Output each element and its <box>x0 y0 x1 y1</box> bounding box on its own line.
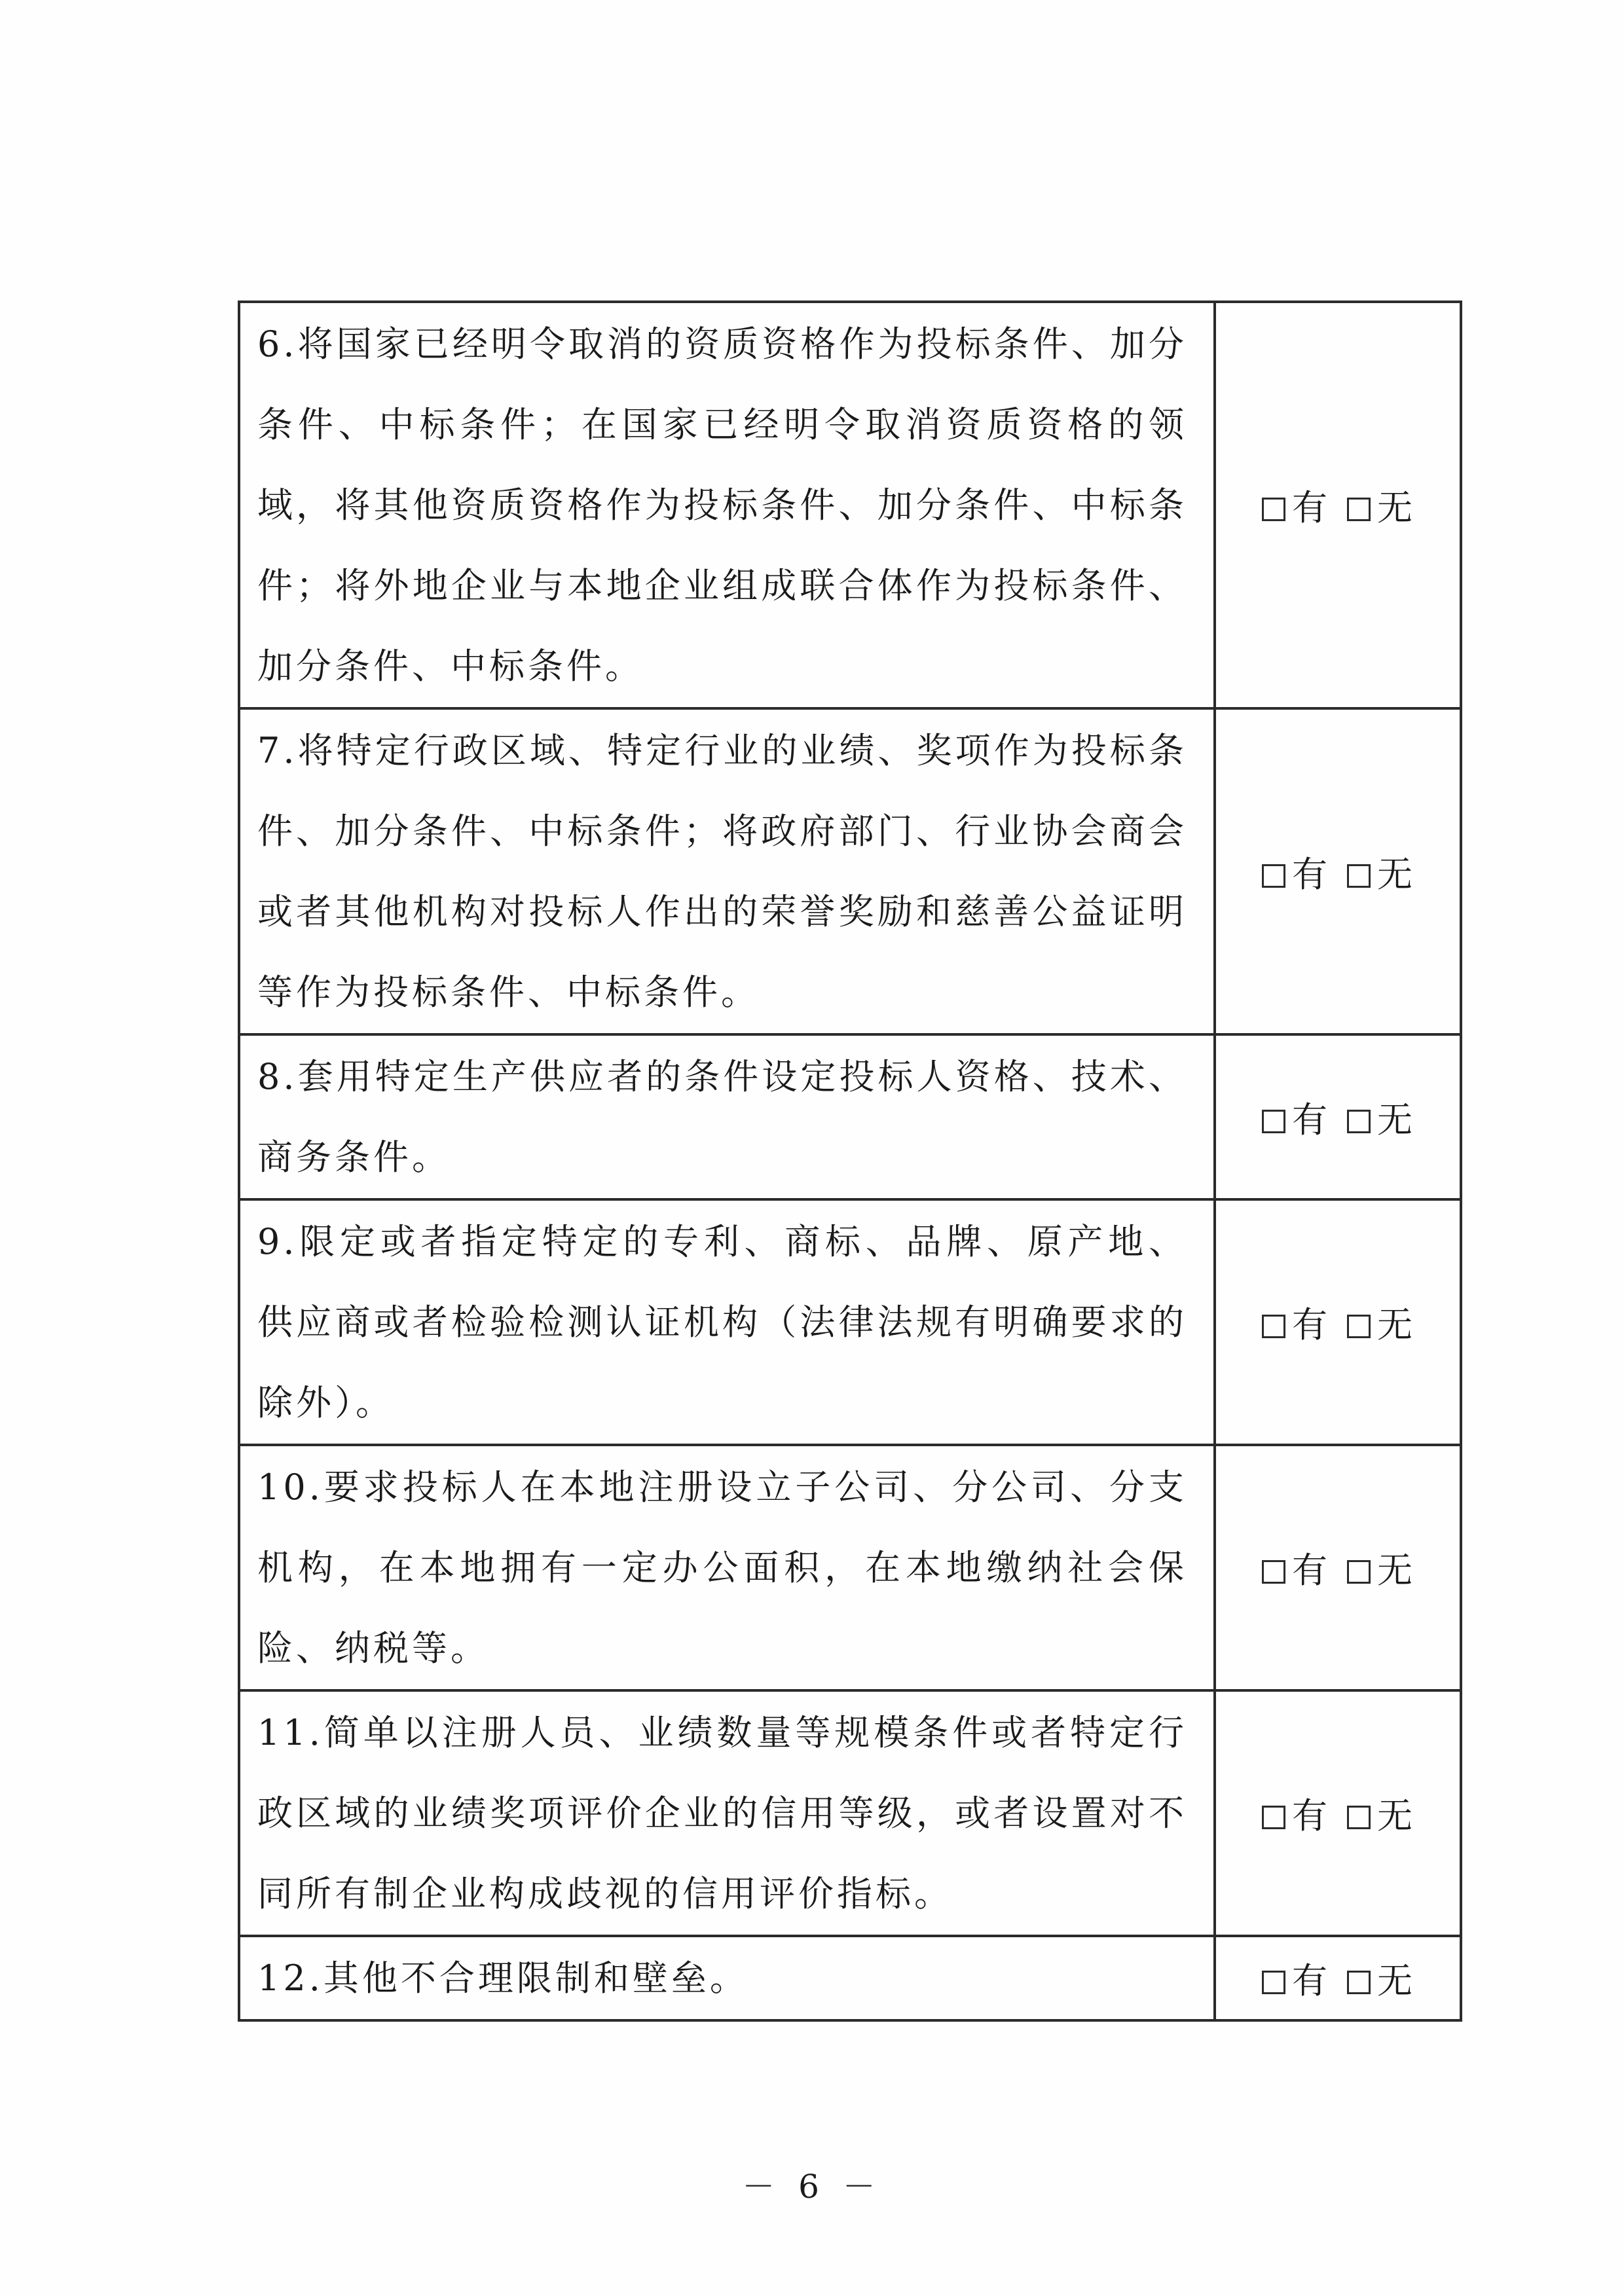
options-cell-10 <box>1215 1445 1461 1690</box>
item-text-9: 9.限定或者指定特定的专利、商标、品牌、原产地、 供应商或者检验检测认证机构（法律法规有明确要求的除外）。 <box>239 1199 1215 1445</box>
option-yes[interactable] <box>1262 1953 1329 2003</box>
table-row <box>239 1199 1461 1445</box>
checkbox-yes[interactable] <box>1262 1315 1285 1338</box>
item-text-12: 12.其他不合理限制和壁垒。 <box>239 1936 1215 2020</box>
option-yes[interactable] <box>1262 1297 1329 1347</box>
checkbox-no[interactable] <box>1347 1315 1371 1338</box>
item-text-8: 8.套用特定生产供应者的条件设定投标人资格、技术、商务条件。 <box>239 1034 1215 1199</box>
checkbox-no[interactable] <box>1347 1110 1371 1133</box>
table-row <box>239 708 1461 1034</box>
table-row <box>239 1936 1461 2020</box>
item-text-10: 10.要求投标人在本地注册设立子公司、分公司、分支机构，在本地拥有一定办公面积，在本地缴纳社会保险、纳税等。 <box>239 1445 1215 1690</box>
option-yes-label: 有 <box>1292 487 1329 528</box>
checkbox-no[interactable] <box>1347 1560 1371 1584</box>
options-cell-12 <box>1215 1936 1461 2020</box>
options-cell-6 <box>1215 302 1461 708</box>
options-cell-9 <box>1215 1199 1461 1445</box>
checkbox-yes[interactable] <box>1262 1560 1285 1584</box>
option-no[interactable] <box>1347 1092 1414 1142</box>
option-yes-label: 有 <box>1292 853 1329 895</box>
checkbox-no[interactable] <box>1347 864 1371 888</box>
checkbox-yes[interactable] <box>1262 498 1285 521</box>
checkbox-yes[interactable] <box>1262 1971 1285 1994</box>
option-no-label: 无 <box>1377 853 1414 895</box>
review-checklist-table <box>238 301 1462 2022</box>
page-number: － 6 － <box>742 2168 882 2206</box>
table-row <box>239 1690 1461 1936</box>
checkbox-yes[interactable] <box>1262 1110 1285 1133</box>
option-no[interactable] <box>1347 1542 1414 1593</box>
option-yes-label: 有 <box>1292 1550 1329 1591</box>
table-row <box>239 1034 1461 1199</box>
option-no[interactable] <box>1347 1953 1414 2003</box>
checkbox-no[interactable] <box>1347 1806 1371 1829</box>
item-text-11: 11.简单以注册人员、业绩数量等规模条件或者特定行政区域的业绩奖项评价企业的信用等级，或者设置对不同所有制企业构成歧视的信用评价指标。 <box>239 1690 1215 1936</box>
option-yes[interactable] <box>1262 847 1329 897</box>
checkbox-yes[interactable] <box>1262 864 1285 888</box>
option-no-label: 无 <box>1377 1550 1414 1591</box>
options-cell-8 <box>1215 1034 1461 1199</box>
option-yes[interactable] <box>1262 1788 1329 1838</box>
option-yes[interactable] <box>1262 1542 1329 1593</box>
option-no[interactable] <box>1347 1788 1414 1838</box>
option-yes-label: 有 <box>1292 1960 1329 2001</box>
option-no-label: 无 <box>1377 1304 1414 1345</box>
options-cell-7 <box>1215 708 1461 1034</box>
option-no-label: 无 <box>1377 1960 1414 2001</box>
table-row <box>239 302 1461 708</box>
option-no-label: 无 <box>1377 1099 1414 1140</box>
option-no[interactable] <box>1347 847 1414 897</box>
option-no[interactable] <box>1347 480 1414 530</box>
item-text-7: 7.将特定行政区域、特定行业的业绩、奖项作为投标条件、加分条件、中标条件；将政府部门、行业协会商会或者其他机构对投标人作出的荣誉奖励和慈善公益证明等作为投标条件、中标条件。 <box>239 708 1215 1034</box>
option-no[interactable] <box>1347 1297 1414 1347</box>
checkbox-yes[interactable] <box>1262 1806 1285 1829</box>
table-row <box>239 1445 1461 1690</box>
checkbox-no[interactable] <box>1347 498 1371 521</box>
option-no-label: 无 <box>1377 487 1414 528</box>
option-yes-label: 有 <box>1292 1304 1329 1345</box>
options-cell-11 <box>1215 1690 1461 1936</box>
option-yes[interactable] <box>1262 1092 1329 1142</box>
option-yes-label: 有 <box>1292 1795 1329 1836</box>
option-yes[interactable] <box>1262 480 1329 530</box>
option-no-label: 无 <box>1377 1795 1414 1836</box>
item-text-6: 6.将国家已经明令取消的资质资格作为投标条件、加分条件、中标条件；在国家已经明令取消资质资格的领域，将其他资质资格作为投标条件、加分条件、中标条件；将外地企业与本地企业组成联合体作为投标条件、加分条件、中标条件。 <box>239 302 1215 708</box>
option-yes-label: 有 <box>1292 1099 1329 1140</box>
checkbox-no[interactable] <box>1347 1971 1371 1994</box>
